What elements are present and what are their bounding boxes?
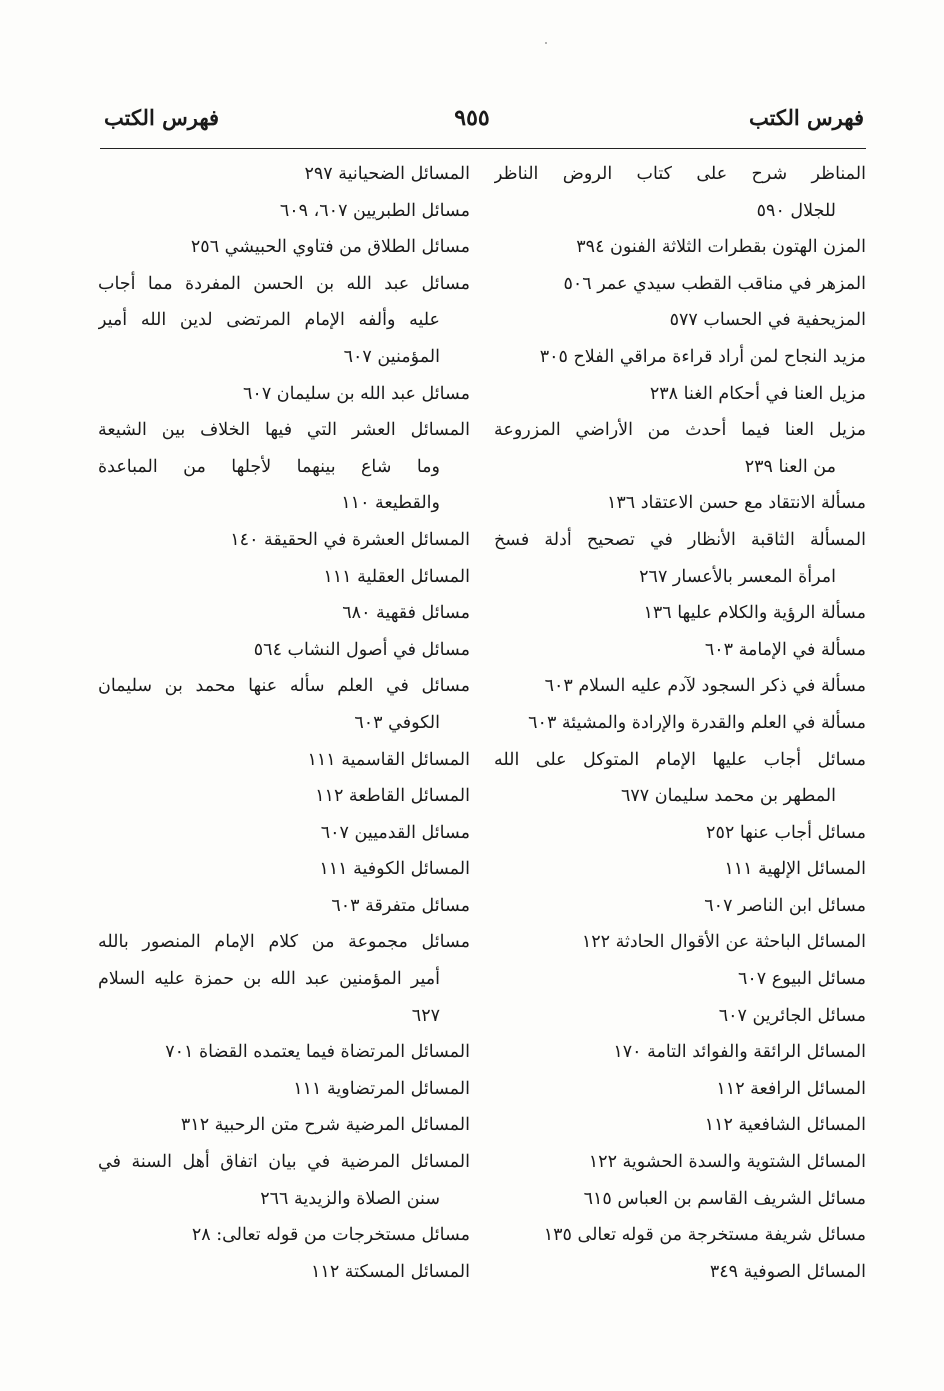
index-entry: المسائل الباحثة عن الأقوال الحادثة ١٢٢ bbox=[581, 932, 866, 953]
index-entry-continuation: امرأة المعسر بالأعسار ٢٦٧ bbox=[639, 566, 836, 587]
index-entry: مسألة في ذكر السجود لآدم عليه السلام ٦٠٣ bbox=[544, 676, 866, 697]
index-entry: مسائل الطبريين ٦٠٧، ٦٠٩ bbox=[279, 200, 470, 221]
index-entry: المسائل المرضية شرح متن الرحبية ٣١٢ bbox=[180, 1115, 470, 1136]
index-entry: المسائل الشافعية ١١٢ bbox=[704, 1115, 866, 1136]
running-title-left: فهرس الكتب bbox=[104, 105, 220, 130]
index-entry: المسائل الصوفية ٣٤٩ bbox=[709, 1261, 866, 1282]
index-entry-continuation: الكوفي ٦٠٣ bbox=[354, 712, 440, 733]
index-entry: مسائل في العلم سأله عنها محمد بن سليمان bbox=[98, 676, 470, 697]
index-entry: المسائل الإلهية ١١١ bbox=[724, 859, 866, 880]
index-entry: المزيحفية في الحساب ٥٧٧ bbox=[669, 310, 866, 331]
index-entry: المسائل المرضية في بيان اتفاق أهل السنة في bbox=[98, 1152, 470, 1173]
index-entry: المسائل المسكتة ١١٢ bbox=[311, 1261, 470, 1282]
index-entry: المسألة الثاقبة الأنظار في تصحيح أدلة فسخ bbox=[494, 529, 866, 550]
index-entry: المسائل المرتضاة فيما يعتمده القضاة ٧٠١ bbox=[165, 1042, 470, 1063]
index-entry: المزن الهتون بقطرات الثلاثة الفنون ٣٩٤ bbox=[576, 237, 866, 258]
index-entry: المسائل العشر التي فيها الخلاف بين الشيعة bbox=[98, 420, 470, 441]
index-column-right bbox=[494, 156, 866, 1290]
index-entry: مسائل متفرقة ٦٠٣ bbox=[331, 895, 470, 916]
scan-speck bbox=[545, 42, 547, 44]
index-entry: مسائل البيوع ٦٠٧ bbox=[737, 969, 866, 990]
index-entry: المناظر شرح على كتاب الروض الناظر bbox=[494, 164, 866, 184]
index-entry-continuation: من العنا ٢٣٩ bbox=[744, 456, 836, 477]
index-entry: مسائل الشريف القاسم بن العباس ٦١٥ bbox=[583, 1188, 866, 1209]
index-entry-continuation: وما شاع بينهما لأجلها من المباعدة bbox=[98, 456, 440, 477]
index-entry: مسائل شريفة مستخرجة من قوله تعالى ١٣٥ bbox=[543, 1225, 866, 1246]
index-entry: المسائل الرائقة والفوائد التامة ١٧٠ bbox=[613, 1042, 866, 1063]
index-entry-continuation: أمير المؤمنين عبد الله بن حمزة عليه السلام bbox=[98, 969, 440, 990]
index-entry: مسألة الانتقاد مع حسن الاعتقاد ١٣٦ bbox=[606, 493, 866, 514]
index-entry: مزيد النجاح لمن أراد قراءة مراقي الفلاح ٣٠٥ bbox=[539, 346, 866, 367]
index-entry: مسائل أجاب عليها الإمام المتوكل على الله bbox=[494, 749, 866, 770]
index-entry: المسائل القاسمية ١١١ bbox=[307, 749, 470, 770]
index-entry: مسائل عبد الله بن الحسن المفردة مما أجاب bbox=[98, 273, 470, 294]
index-entry: مسألة الرؤية والكلام عليها ١٣٦ bbox=[643, 603, 866, 624]
index-entry-continuation: والقطيعة ١١٠ bbox=[341, 493, 440, 514]
index-entry-continuation: المؤمنين ٦٠٧ bbox=[343, 346, 440, 367]
index-entry: المسائل الضحيانية ٢٩٧ bbox=[304, 164, 470, 184]
index-entry: مسائل أجاب عنها ٢٥٢ bbox=[706, 822, 866, 843]
header-rule bbox=[100, 148, 866, 149]
index-entry: مسائل عبد الله بن سليمان ٦٠٧ bbox=[243, 383, 470, 404]
index-entry: المزهر في مناقب القطب سيدي عمر ٥٠٦ bbox=[563, 273, 866, 294]
index-entry: مسائل القدميين ٦٠٧ bbox=[320, 822, 470, 843]
index-entry: المسائل القاطعة ١١٢ bbox=[315, 786, 470, 807]
index-entry: مسائل الجائرين ٦٠٧ bbox=[718, 1005, 866, 1026]
index-entry: مسائل في أصول النشاب ٥٦٤ bbox=[253, 639, 470, 660]
index-entry: مزيل العنا في أحكام الغنا ٢٣٨ bbox=[649, 383, 866, 404]
index-entry: مسائل فقهية ٦٨٠ bbox=[342, 603, 470, 624]
index-entry: المسائل العشرة في الحقيقة ١٤٠ bbox=[230, 529, 470, 550]
index-entry: مسائل الطلاق من فتاوي الحبيشي ٢٥٦ bbox=[190, 237, 470, 258]
index-column-left bbox=[98, 156, 470, 1290]
page-number: ٩٥٥ bbox=[454, 105, 490, 131]
index-entry: مسائل مجموعة من كلام الإمام المنصور بالله bbox=[98, 932, 470, 953]
index-entry: مسائل ابن الناصر ٦٠٧ bbox=[704, 895, 866, 916]
index-entry: المسائل الكوفية ١١١ bbox=[319, 859, 470, 880]
index-entry: المسائل الشتوية والسدة الحشوية ١٢٢ bbox=[588, 1152, 866, 1173]
index-entry: مسائل مستخرجات من قوله تعالى: ٢٨ bbox=[191, 1225, 470, 1246]
index-entry-continuation: ٦٢٧ bbox=[411, 1005, 440, 1026]
running-title-right: فهرس الكتب bbox=[748, 105, 864, 130]
index-entry-continuation: سنن الصلاة والزيدية ٢٦٦ bbox=[260, 1188, 440, 1209]
index-entry: مزيل العنا فيما أحدث من الأراضي المزروعة bbox=[494, 420, 866, 441]
index-entry: مسألة في العلم والقدرة والإرادة والمشيئة ٦٠٣ bbox=[528, 712, 866, 733]
index-entry: مسألة في الإمامة ٦٠٣ bbox=[704, 639, 866, 660]
index-entry-continuation: للجلال ٥٩٠ bbox=[756, 200, 836, 221]
index-entry-continuation: عليه وألفه الإمام المرتضى لدين الله أمير bbox=[98, 310, 440, 331]
index-entry-continuation: المطهر بن محمد سليمان ٦٧٧ bbox=[620, 786, 836, 807]
index-entry: المسائل العقلية ١١١ bbox=[323, 566, 470, 587]
index-entry: المسائل المرتضاوية ١١١ bbox=[293, 1078, 470, 1099]
index-entry: المسائل الرافعة ١١٢ bbox=[716, 1078, 866, 1099]
